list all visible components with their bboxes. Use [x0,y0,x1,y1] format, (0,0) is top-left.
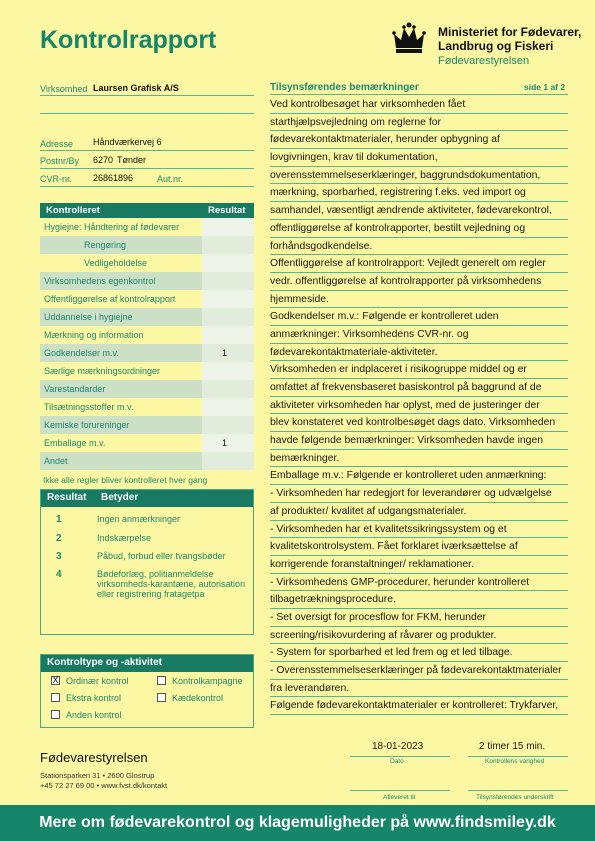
agency-contact: +45 72 27 69 00 • www.fvst.dk/kontakt [40,781,168,790]
delivered-label: Afleveret til [383,794,416,801]
control-row-label: Godkendelser m.v. [44,348,119,358]
legend-num: 1 [56,514,62,525]
remark-line: af produkter/ kvalitet af udgangsmaterialer. [270,503,568,521]
control-row-label: Uddannelse i hygiejne [44,312,133,322]
remark-line: Virksomheden er indplaceret i risikogruppe middel og er [270,361,568,379]
control-row-result-cell [202,218,254,236]
remark-line: hjemmeside. [270,291,568,309]
remark-line: fra leverandøren. [270,680,568,698]
control-row [40,218,254,236]
remark-line: starthjælpsvejledning om reglerne for [270,114,568,132]
control-row [40,236,254,254]
header-label: Kontrolleret [46,205,100,216]
control-row-result-cell [202,344,254,362]
control-row [40,254,254,272]
control-row-label: Emballage m.v. [44,438,106,448]
ministry-line2: Landbrug og Fiskeri [438,39,554,53]
legend-header-result: Resultat [47,492,87,503]
remark-line: Godkendelser m.v.: Følgende er kontrolleret uden [270,308,568,326]
remark-line: korrigerende foranstaltninger/ reklamationer. [270,556,568,574]
remark-line: - Set oversigt for procesflow for FKM, herunder [270,609,568,627]
legend-text: Bødeforlæg, politianmeldelse virksomheds-karantæne, autorisation eller registrering fratagetpa [97,569,246,599]
remark-line: blev konstateret ved kontrolbesøget dags dato. Virksomheden [270,414,568,432]
control-row-label: Rengøring [84,240,127,250]
control-table [40,203,254,470]
control-row-label: Vedligeholdelse [84,258,148,268]
result-legend [40,489,254,635]
legend-header [41,490,253,507]
divider [468,790,568,791]
legend-text: Indskærpelse [97,533,152,543]
control-row-result-cell [202,236,254,254]
checkbox-label: Ekstra kontrol [66,693,122,703]
remark-line: Offentliggørelse af kontrolrapport: Vejledt generelt om regler [270,255,568,273]
remark-line: aktiviteter virksomheden har oplyst, med de justeringer der [270,397,568,415]
date-value: 18-01-2023 [372,741,424,752]
remark-line: kvalitetskontrolsystem. Fået forklaret iværksættelse af [270,538,568,556]
control-row-label: Tilsætningsstoffer m.v. [44,402,134,412]
remark-line: overensstemmelseserklæringer, baggrundsdokumentation, [270,167,568,185]
remark-line: - System for sporbarhed et led frem og et led tilbage. [270,644,568,662]
header-result: Resultat [208,205,246,216]
control-row-result-cell [202,326,254,344]
remark-line: Emballage m.v.: Følgende er kontrolleret uden anmærkning: [270,467,568,485]
control-row-label: Kemiske forureninger [44,420,130,430]
remark-line: Følgende fødevarekontaktmaterialer er kontrolleret: Trykfarver, [270,697,568,715]
control-row [40,362,254,380]
control-row-result-cell [202,254,254,272]
duration-value: 2 timer 15 min. [479,741,546,752]
remark-line: vedr. offentliggørelse af kontrolrapporter på virksomhedens [270,273,568,291]
ministry-line1: Ministeriet for Fødevarer, [438,25,582,39]
ministry-sub: Fødevarestyrelsen [438,55,530,67]
divider [468,756,568,757]
legend-text: Påbud, forbud eller tvangsbøder [97,551,226,561]
control-row-result-cell [202,290,254,308]
divider [40,150,254,151]
checkbox-ordinary[interactable]: X [52,675,59,685]
remark-line: forhåndsgodkendelse. [270,238,568,256]
control-row-label: Hygiejne: Håndtering af fødevarer [44,222,180,232]
control-row-result-cell [202,452,254,470]
divider [40,113,254,114]
control-row [40,434,254,452]
control-row-result-cell [202,272,254,290]
duration-label: Kontrollens varighed [485,758,545,765]
cvr-value: 26861896 [93,173,134,183]
control-row-label: Andet [44,456,68,466]
legend-header-meaning: Betyder [101,492,139,503]
checkbox-campaign[interactable] [157,676,166,685]
divider [40,186,254,187]
remark-line: screening/risikovurdering af råvarer og produkter. [270,627,568,645]
company-name: Laursen Grafisk A/S [93,83,179,93]
remark-line: - Virksomheden har et kvalitetssikringssystem og et [270,521,568,539]
agency-address: Stationsparken 31 • 2600 Glostrup [40,771,155,780]
control-row-result-cell [202,398,254,416]
signature-label: Tilsynsførendes underskrift [476,794,554,801]
control-type-title: Kontroltype og -aktivitet [47,657,163,668]
control-row [40,344,254,362]
page-number: side 1 af 2 [524,82,566,92]
control-row-result: 1 [222,348,228,358]
control-table-header [40,203,254,218]
control-row-label: Virksomhedens egenkontrol [44,276,156,286]
remark-line: omfattet af frekvensbaseret basiskontrol på baggrund af de [270,379,568,397]
legend-text: Ingen anmærkninger [97,514,181,524]
checkbox-label: Anden kontrol [66,710,122,720]
control-row [40,398,254,416]
control-row-label: Særlige mærkningsordninger [44,366,161,376]
checkbox-label: Kontrolkampagne [172,676,243,686]
remark-line: samhandel, væsentligt ændrende aktiviteter, fødevarekontrol, [270,202,568,220]
remark-line: offentliggørelse af kontrolrapporter, bestilt vejledning og [270,220,568,238]
cvr-label: CVR-nr. [40,174,73,184]
crown-icon [392,22,426,54]
remarks-body [270,96,568,715]
checkbox-chain[interactable] [157,693,166,702]
control-row-label: Mærkning og information [44,330,144,340]
date-label: Dato [390,758,404,765]
legend-num: 3 [56,551,62,562]
control-note: Ikke alle regler bliver kontrolleret hver gang [43,475,208,485]
remark-line: havde følgende bemærkninger: Virksomheden havde ingen [270,432,568,450]
legend-num: 2 [56,533,62,544]
company-label: Virksomhed [40,84,88,94]
control-row [40,308,254,326]
control-row-result-cell [202,362,254,380]
ministry-logo [392,22,592,72]
postnr-value: 6270 [93,155,114,165]
checkbox-other[interactable] [51,710,60,719]
checkbox-label: Ordinær kontrol [66,676,129,686]
report-title: Kontrolrapport [40,26,217,54]
postnr-label: Postnr/By [40,156,80,166]
remark-line: tilbagetrækningsprocedure. [270,591,568,609]
legend-num: 4 [56,569,62,580]
control-row [40,272,254,290]
divider [350,756,450,757]
autnr-label: Aut.nr. [157,174,184,184]
control-row-label: Offentliggørelse af kontrolrapport [44,294,176,304]
remark-line: bemærkninger. [270,450,568,468]
control-row [40,290,254,308]
remark-line: anmærkninger: Virksomhedens CVR-nr. og [270,326,568,344]
address-label: Adresse [40,139,74,149]
control-row [40,326,254,344]
control-row [40,452,254,470]
footer-banner: Mere om fødevarekontrol og klagemuligheder på www.findsmiley.dk [0,805,595,841]
remark-line: - Virksomheden har redegjort for leverandører og udvælgelse [270,485,568,503]
control-type-box [40,654,254,728]
divider [40,95,254,96]
control-row-label: Varestandarder [44,384,106,394]
checkbox-label: Kædekontrol [172,693,224,703]
control-row-result: 1 [222,438,228,448]
control-type-header [41,655,253,672]
remark-line: - Overensstemmelseserklæringer på fødevarekontaktmaterialer [270,662,568,680]
divider [350,790,450,791]
remark-line: mærkning, sporbarhed, registrering f.eks. ved import og [270,184,568,202]
remark-line: - Virksomhedens GMP-procedurer, herunder kontrolleret [270,574,568,592]
remark-line: fødevarekontaktmaterialer, herunder opbygning af [270,131,568,149]
address-value: Håndværkervej 6 [93,137,162,147]
control-row-result-cell [202,308,254,326]
remark-line: Ved kontrolbesøget har virksomheden fået [270,96,568,114]
city-value: Tønder [117,155,147,165]
checkbox-extra[interactable] [51,693,60,702]
control-row [40,416,254,434]
divider [40,168,254,169]
remark-line: fødevarekontaktmateriale-aktiviteter. [270,344,568,362]
remarks-header: Tilsynsførendes bemærkninger [270,82,419,93]
agency-name: Fødevarestyrelsen [40,750,148,765]
remark-line: lovgivningen, krav til dokumentation, [270,149,568,167]
control-row-result-cell [202,380,254,398]
control-row [40,380,254,398]
control-row-result-cell [202,434,254,452]
control-row-result-cell [202,416,254,434]
divider [270,94,568,95]
